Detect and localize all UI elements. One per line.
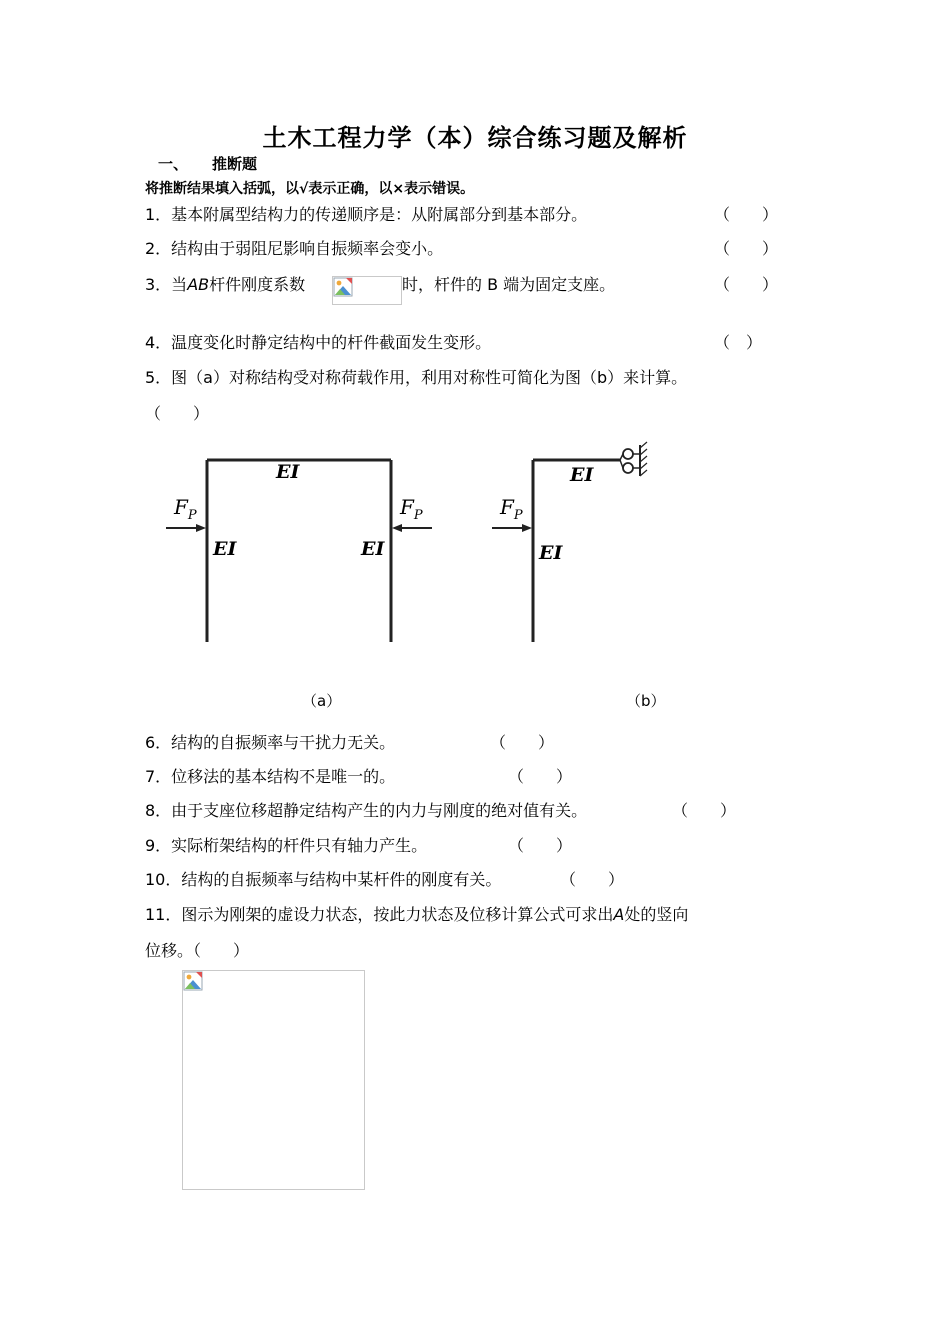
question-6: 6．结构的自振频率与干扰力无关。	[145, 733, 396, 752]
question-3-part-d: 时，杆件的 B 端为固定支座。	[402, 275, 616, 294]
figure-b-caption: （b）	[626, 692, 666, 710]
force-symbol: F	[400, 495, 414, 519]
question-11-point: A	[613, 905, 625, 924]
broken-image-icon	[183, 971, 203, 991]
support-roller-top	[623, 449, 633, 459]
answer-paren-11[interactable]: （ ）	[193, 941, 250, 960]
question-11	[145, 902, 688, 925]
figure-b-arrowhead	[522, 524, 532, 532]
question-2: 2．结构由于弱阻尼影响自振频率会变小。	[145, 239, 444, 258]
question-11-part-c: 处的竖向	[624, 905, 689, 924]
answer-paren-6[interactable]: （ ）	[490, 733, 555, 752]
question-11-line-2	[145, 938, 249, 961]
question-7: 7．位移法的基本结构不是唯一的。	[145, 767, 396, 786]
figure-a-caption: （a）	[302, 692, 342, 710]
force-symbol: F	[174, 495, 188, 519]
figure-a-right-column-label: EI	[361, 538, 385, 560]
figure-a-left-arrowhead	[196, 524, 206, 532]
figure-a-left-force-label	[173, 495, 197, 523]
support-roller-bottom	[623, 463, 633, 473]
figure-b	[492, 442, 647, 642]
figure-a-beam-label: EI	[276, 461, 300, 483]
rigid-frame-figure-image	[182, 970, 365, 1190]
figure-a-right-force-label	[399, 495, 423, 523]
question-9: 9．实际桁架结构的杆件只有轴力产生。	[145, 836, 428, 855]
force-subscript: P	[187, 508, 197, 523]
answer-paren-4[interactable]: （ ）	[714, 333, 763, 352]
figure-b-force-label	[499, 495, 523, 523]
question-1: 1．基本附属型结构力的传递顺序是：从附属部分到基本部分。	[145, 205, 588, 224]
question-3-member: AB	[187, 275, 210, 294]
figure-a-right-arrowhead	[392, 524, 402, 532]
stiffness-formula-image	[332, 276, 402, 305]
question-3	[145, 272, 305, 295]
question-8: 8．由于支座位移超静定结构产生的内力与刚度的绝对值有关。	[145, 801, 588, 820]
section-instruction: 将推断结果填入括弧，以√表示正确，以×表示错误。	[145, 181, 475, 197]
question-11-line-2-text: 位移。	[145, 941, 194, 960]
force-subscript: P	[513, 508, 523, 523]
figure-b-column-label: EI	[539, 542, 563, 564]
support-link-bottom	[620, 460, 623, 468]
question-3-part-c: 杆件刚度系数	[209, 275, 306, 294]
answer-paren-2[interactable]: （ ）	[714, 239, 779, 258]
question-10: 10．结构的自振频率与结构中某杆件的刚度有关。	[145, 870, 502, 889]
force-subscript: P	[413, 508, 423, 523]
answer-paren-3[interactable]: （ ）	[714, 275, 779, 294]
figure-b-beam-label: EI	[570, 464, 594, 486]
question-5: 5．图（a）对称结构受对称荷载作用，利用对称性可简化为图（b）来计算。	[145, 368, 688, 387]
broken-image-icon	[333, 277, 353, 297]
force-symbol: F	[500, 495, 514, 519]
figure-a	[166, 460, 432, 642]
support-link-top	[620, 454, 623, 460]
answer-paren-1[interactable]: （ ）	[714, 205, 779, 224]
answer-paren-10[interactable]: （ ）	[560, 870, 625, 889]
document-title: 土木工程力学（本）综合练习题及解析	[262, 124, 688, 152]
question-11-part-a: 11．图示为刚架的虚设力状态，按此力状态及位移计算公式可求出	[145, 905, 614, 924]
support-hatching	[640, 442, 647, 476]
answer-paren-8[interactable]: （ ）	[672, 801, 737, 820]
section-number: 一、	[158, 155, 189, 173]
answer-paren-5[interactable]: （ ）	[145, 404, 210, 423]
question-3-part-a: 3．当	[145, 275, 188, 294]
answer-paren-9[interactable]: （ ）	[508, 836, 573, 855]
answer-paren-7[interactable]: （ ）	[508, 767, 573, 786]
question-4: 4．温度变化时静定结构中的杆件截面发生变形。	[145, 333, 492, 352]
frame-figures	[150, 440, 670, 655]
section-name: 推断题	[212, 155, 258, 173]
figure-a-left-column-label: EI	[213, 538, 237, 560]
